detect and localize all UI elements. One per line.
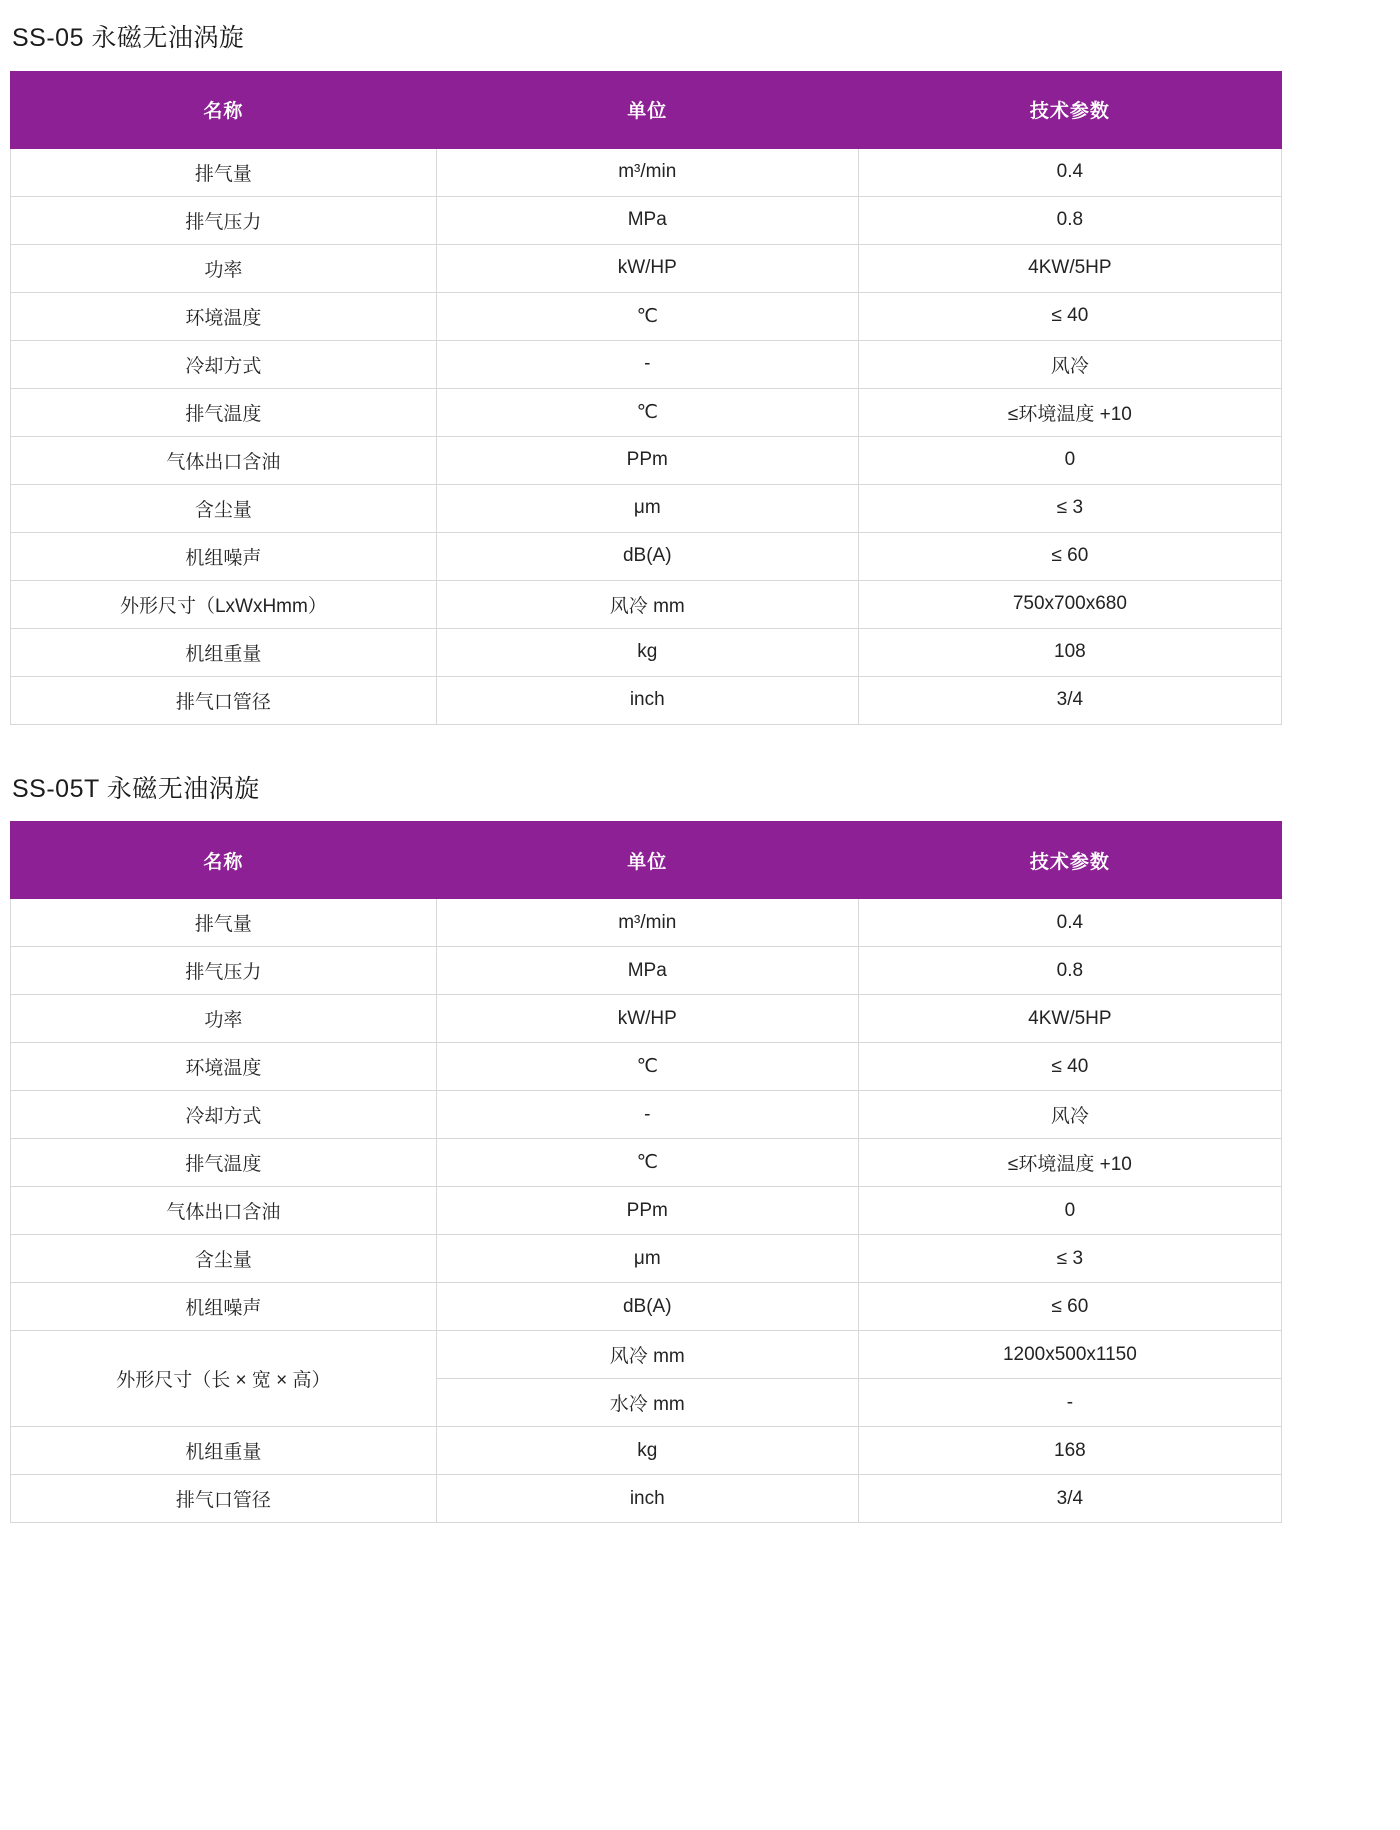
column-header-unit: 单位 xyxy=(436,71,858,148)
table-row xyxy=(11,436,1282,484)
table-row xyxy=(11,532,1282,580)
cell-value: - xyxy=(858,1379,1281,1427)
cell-value: ≤环境温度 +10 xyxy=(858,388,1281,436)
cell-unit: m³/min xyxy=(436,899,858,947)
cell-unit: 风冷 mm xyxy=(436,580,858,628)
cell-unit: inch xyxy=(436,676,858,724)
table-row xyxy=(11,899,1282,947)
page-title-ss05: SS-05 永磁无油涡旋 xyxy=(12,24,245,52)
table-row xyxy=(11,388,1282,436)
cell-unit: kg xyxy=(436,628,858,676)
spec-table-ss05 xyxy=(10,71,1282,725)
cell-name: 含尘量 xyxy=(11,1235,437,1283)
table-row xyxy=(11,1187,1282,1235)
table-row xyxy=(11,628,1282,676)
cell-value: 风冷 xyxy=(858,1091,1281,1139)
cell-unit: MPa xyxy=(436,196,858,244)
cell-unit: 风冷 mm xyxy=(436,1331,858,1379)
cell-name: 机组噪声 xyxy=(11,532,437,580)
cell-unit: dB(A) xyxy=(436,1283,858,1331)
cell-name: 机组噪声 xyxy=(11,1283,437,1331)
cell-name: 排气压力 xyxy=(11,947,437,995)
cell-value: 0 xyxy=(858,436,1281,484)
cell-name-dimension: 外形尺寸（长 × 宽 × 高） xyxy=(11,1331,437,1427)
table-header-row xyxy=(11,71,1282,148)
cell-name: 外形尺寸（LxWxHmm） xyxy=(11,580,437,628)
cell-value: ≤ 60 xyxy=(858,1283,1281,1331)
table-row xyxy=(11,1475,1282,1523)
cell-value: 0.4 xyxy=(858,148,1281,196)
cell-name: 冷却方式 xyxy=(11,340,437,388)
cell-value: ≤ 3 xyxy=(858,1235,1281,1283)
table-header-row xyxy=(11,822,1282,899)
column-header-name: 名称 xyxy=(11,71,437,148)
cell-unit: MPa xyxy=(436,947,858,995)
cell-name: 气体出口含油 xyxy=(11,436,437,484)
cell-name: 环境温度 xyxy=(11,292,437,340)
cell-name: 机组重量 xyxy=(11,1427,437,1475)
cell-unit: PPm xyxy=(436,436,858,484)
table-row xyxy=(11,1283,1282,1331)
cell-value: 3/4 xyxy=(858,676,1281,724)
table-row xyxy=(11,340,1282,388)
cell-value: 1200x500x1150 xyxy=(858,1331,1281,1379)
table-row xyxy=(11,995,1282,1043)
table-row xyxy=(11,1091,1282,1139)
cell-unit: kg xyxy=(436,1427,858,1475)
column-header-value: 技术参数 xyxy=(858,822,1281,899)
cell-unit: ℃ xyxy=(436,388,858,436)
table-row xyxy=(11,1235,1282,1283)
page-title-ss05t: SS-05T 永磁无油涡旋 xyxy=(12,774,260,803)
cell-name: 冷却方式 xyxy=(11,1091,437,1139)
table-row xyxy=(11,947,1282,995)
cell-value: 4KW/5HP xyxy=(858,995,1281,1043)
cell-value: 168 xyxy=(858,1427,1281,1475)
cell-value: 风冷 xyxy=(858,340,1281,388)
cell-value: 4KW/5HP xyxy=(858,244,1281,292)
cell-value: 108 xyxy=(858,628,1281,676)
cell-unit: - xyxy=(436,340,858,388)
table-row xyxy=(11,1043,1282,1091)
cell-value: 0.8 xyxy=(858,947,1281,995)
cell-name: 排气口管径 xyxy=(11,676,437,724)
cell-value: 0.8 xyxy=(858,196,1281,244)
cell-name: 机组重量 xyxy=(11,628,437,676)
table-row xyxy=(11,148,1282,196)
cell-value: 0 xyxy=(858,1187,1281,1235)
cell-name: 排气温度 xyxy=(11,388,437,436)
table-row xyxy=(11,1139,1282,1187)
cell-value: ≤ 60 xyxy=(858,532,1281,580)
spec-table-ss05t xyxy=(10,821,1282,1523)
cell-value: 750x700x680 xyxy=(858,580,1281,628)
cell-name: 功率 xyxy=(11,244,437,292)
cell-unit: kW/HP xyxy=(436,244,858,292)
cell-name: 排气量 xyxy=(11,899,437,947)
table-row xyxy=(11,244,1282,292)
table-row xyxy=(11,580,1282,628)
spec-section-ss05 xyxy=(10,22,1282,725)
cell-value: 0.4 xyxy=(858,899,1281,947)
cell-value: ≤ 40 xyxy=(858,292,1281,340)
cell-name: 功率 xyxy=(11,995,437,1043)
cell-unit: ℃ xyxy=(436,292,858,340)
table-row xyxy=(11,292,1282,340)
cell-name: 环境温度 xyxy=(11,1043,437,1091)
cell-value: ≤ 40 xyxy=(858,1043,1281,1091)
cell-value: ≤环境温度 +10 xyxy=(858,1139,1281,1187)
cell-unit: - xyxy=(436,1091,858,1139)
cell-value: ≤ 3 xyxy=(858,484,1281,532)
column-header-name: 名称 xyxy=(11,822,437,899)
table-row-dimension-air xyxy=(11,1331,1282,1379)
cell-unit: μm xyxy=(436,1235,858,1283)
cell-unit: PPm xyxy=(436,1187,858,1235)
cell-unit: 水冷 mm xyxy=(436,1379,858,1427)
cell-value: 3/4 xyxy=(858,1475,1281,1523)
cell-name: 排气量 xyxy=(11,148,437,196)
cell-unit: μm xyxy=(436,484,858,532)
cell-name: 气体出口含油 xyxy=(11,1187,437,1235)
table-row xyxy=(11,484,1282,532)
cell-name: 排气压力 xyxy=(11,196,437,244)
cell-unit: dB(A) xyxy=(436,532,858,580)
column-header-value: 技术参数 xyxy=(858,71,1281,148)
table-row xyxy=(11,676,1282,724)
cell-unit: m³/min xyxy=(436,148,858,196)
cell-unit: kW/HP xyxy=(436,995,858,1043)
cell-unit: ℃ xyxy=(436,1139,858,1187)
cell-name: 排气口管径 xyxy=(11,1475,437,1523)
column-header-unit: 单位 xyxy=(436,822,858,899)
cell-name: 排气温度 xyxy=(11,1139,437,1187)
table-row xyxy=(11,196,1282,244)
spec-section-ss05t xyxy=(10,773,1282,1524)
cell-unit: ℃ xyxy=(436,1043,858,1091)
table-row xyxy=(11,1427,1282,1475)
cell-name: 含尘量 xyxy=(11,484,437,532)
cell-unit: inch xyxy=(436,1475,858,1523)
